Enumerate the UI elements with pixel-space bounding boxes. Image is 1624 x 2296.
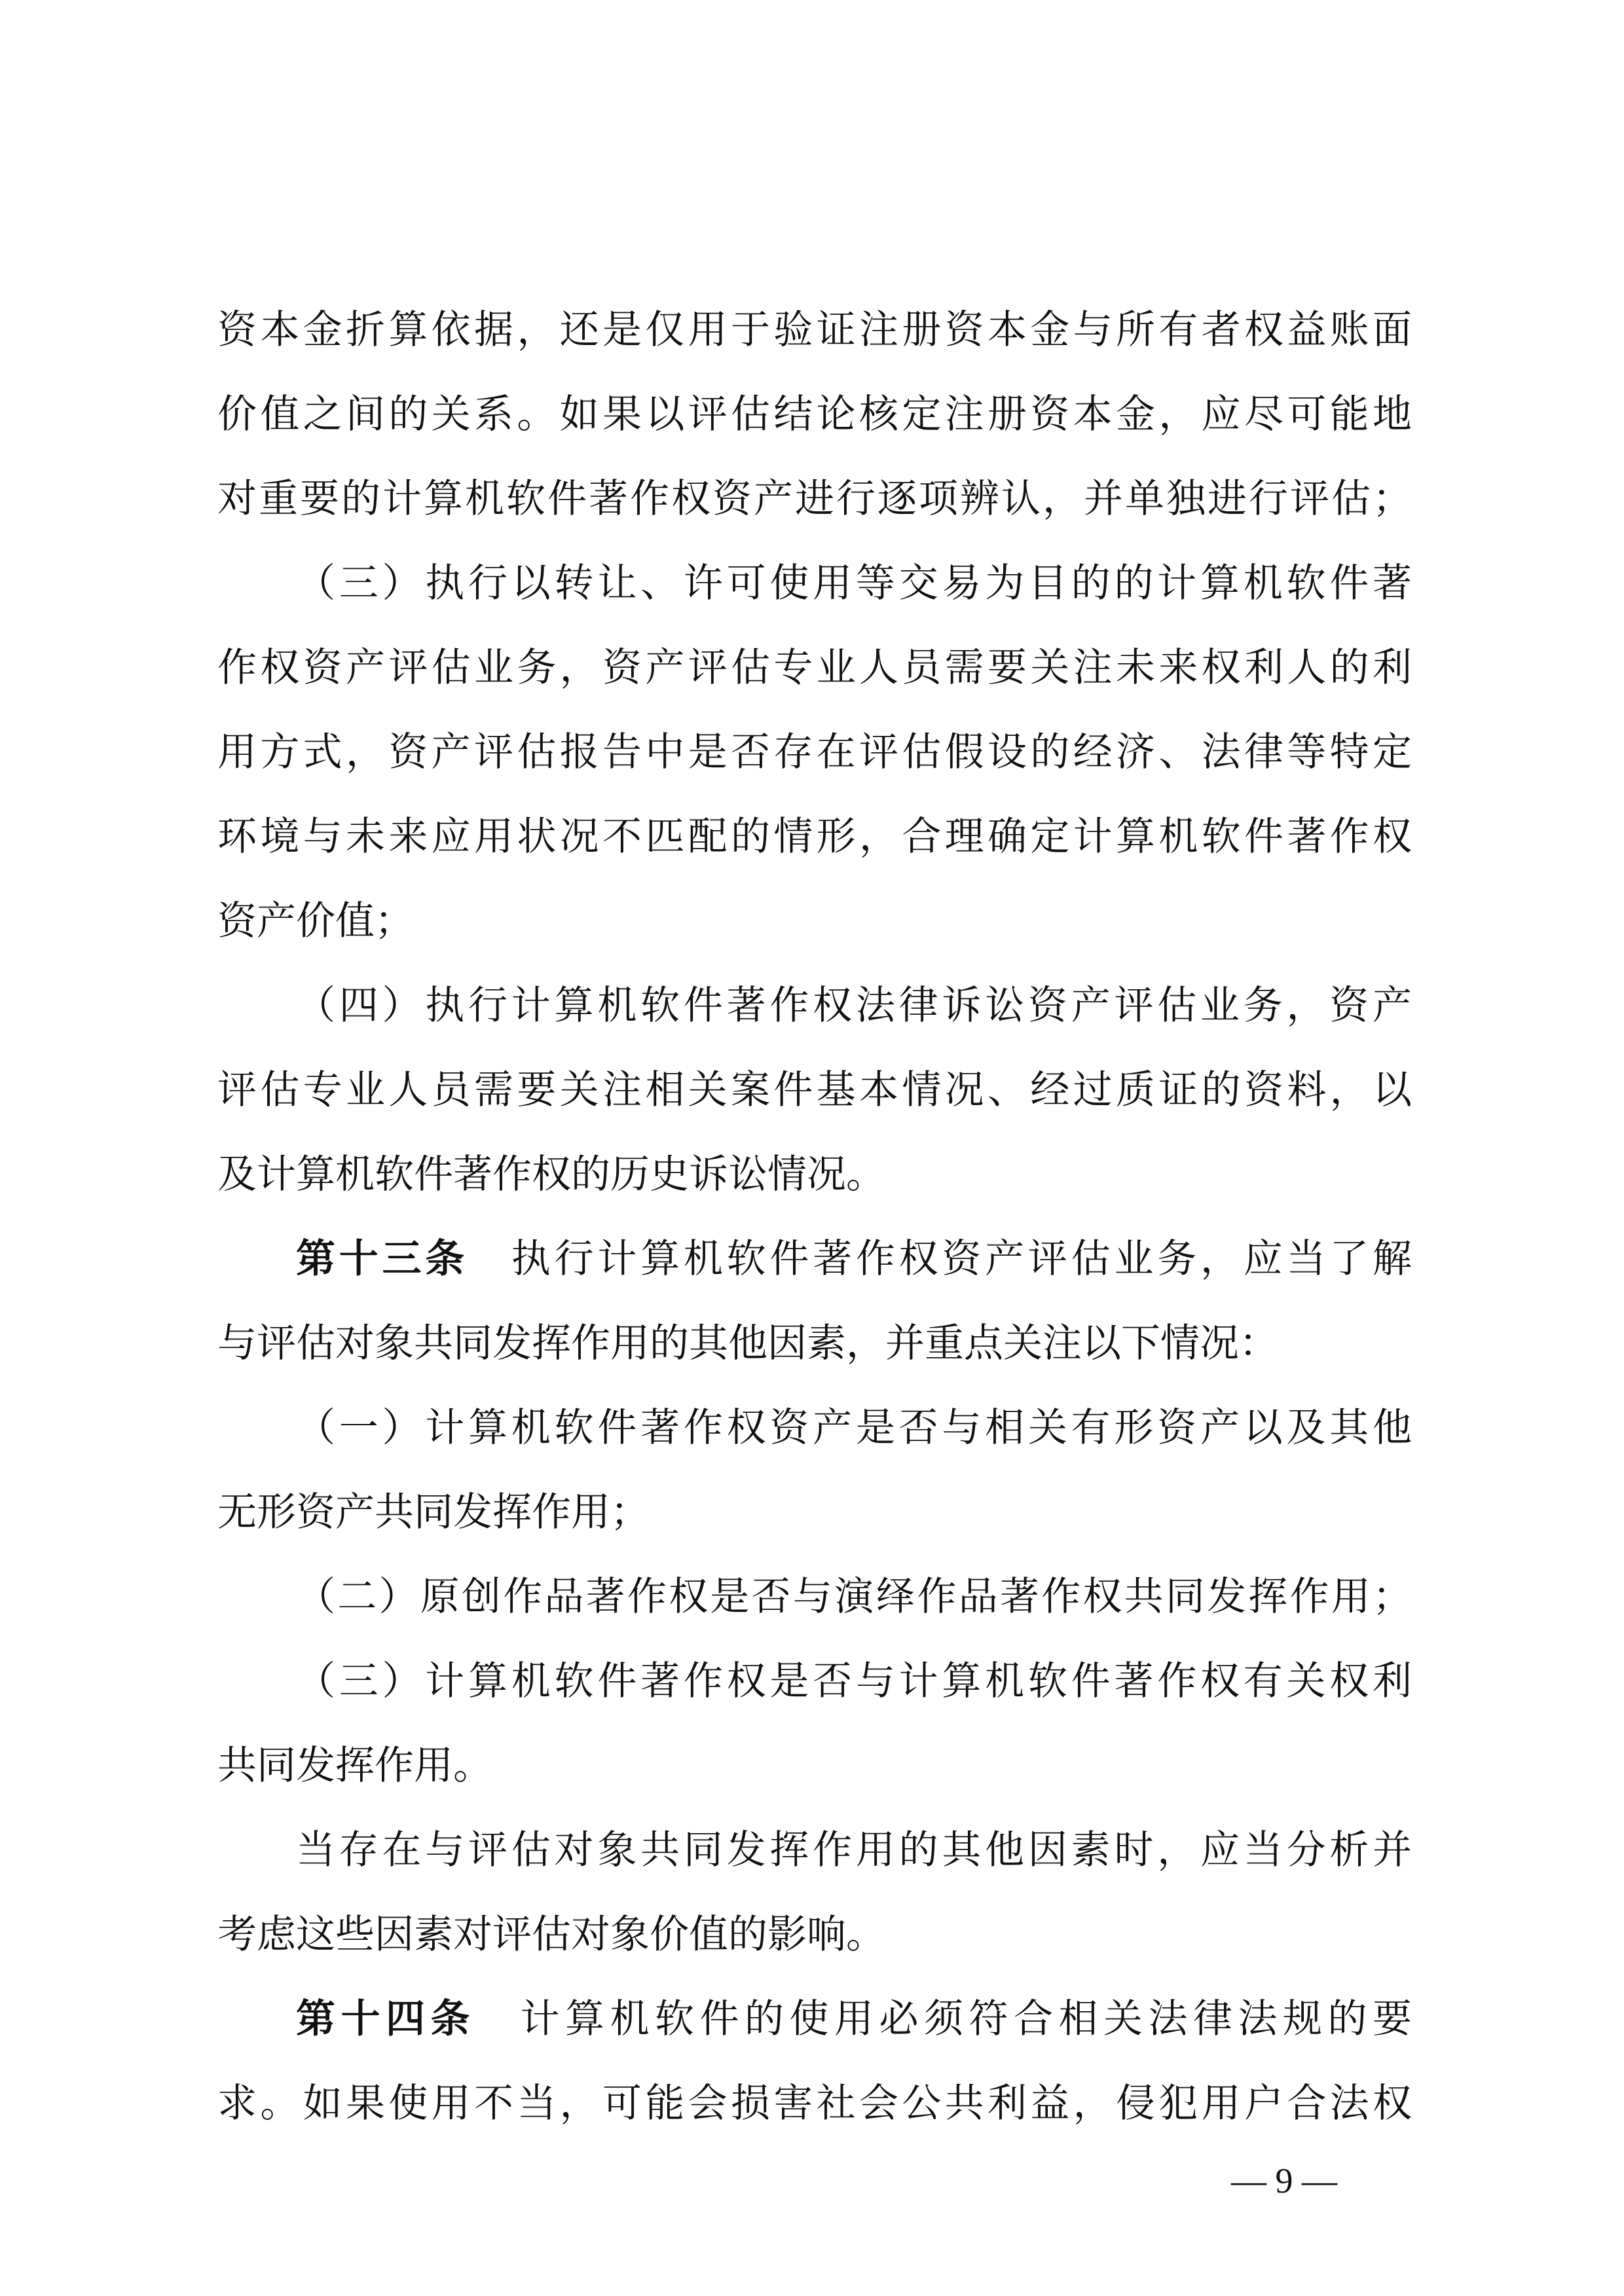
text-line [217,795,1412,879]
text-line [217,1133,1412,1217]
line-text: 价值之间的关系。如果以评估结论核定注册资本金，应尽可能地 [217,392,1412,437]
text-line [217,373,1412,457]
text-line [217,1977,1412,2062]
page-number: — 9 — [1231,2161,1337,2200]
text-line [217,1639,1412,1724]
line-text: 当存在与评估对象共同发挥作用的其他因素时，应当分析并 [296,1827,1412,1873]
line-text: （四）执行计算机软件著作权法律诉讼资产评估业务，资产 [296,983,1412,1029]
line-text: （二）原创作品著作权是否与演绎作品著作权共同发挥作用； [296,1574,1412,1620]
text-line [217,1386,1412,1470]
line-text: 考虑这些因素对评估对象价值的影响。 [217,1912,885,1958]
text-line [217,879,1412,964]
text-line [217,1048,1412,1133]
article-heading: 第十四条 [296,1996,475,2042]
line-text: 作权资产评估业务，资产评估专业人员需要关注未来权利人的利 [217,645,1412,691]
text-line [217,457,1412,541]
text-line [217,1217,1412,1302]
text-line [217,288,1412,373]
text-line [217,710,1412,795]
line-text: 用方式，资产评估报告中是否存在评估假设的经济、法律等特定 [217,729,1412,775]
text-line [217,1470,1412,1555]
article-heading: 第十三条 [296,1236,469,1282]
text-line [217,1555,1412,1639]
line-text: 无形资产共同发挥作用； [217,1489,650,1535]
line-text: （一）计算机软件著作权资产是否与相关有形资产以及其他 [296,1405,1412,1451]
text-line [217,541,1412,626]
line-text: 执行计算机软件著作权资产评估业务，应当了解 [468,1236,1412,1282]
line-text: 评估专业人员需要关注相关案件基本情况、经过质证的资料，以 [217,1067,1412,1113]
line-text: 共同发挥作用。 [217,1743,492,1789]
line-text: 求。如果使用不当，可能会损害社会公共利益，侵犯用户合法权 [217,2081,1412,2126]
line-text: （三）计算机软件著作权是否与计算机软件著作权有关权利 [296,1658,1412,1704]
line-text: （三）执行以转让、许可使用等交易为目的的计算机软件著 [296,560,1412,606]
body-text [217,288,1412,2146]
text-line [217,1724,1412,1808]
text-line [217,626,1412,710]
text-line [217,964,1412,1048]
line-text: 资本金折算依据，还是仅用于验证注册资本金与所有者权益账面 [217,307,1412,353]
line-text: 计算机软件的使用必须符合相关法律法规的要 [475,1996,1412,2042]
line-text: 环境与未来应用状况不匹配的情形，合理确定计算机软件著作权 [217,814,1412,860]
text-line [217,1808,1412,1893]
line-text: 及计算机软件著作权的历史诉讼情况。 [217,1152,885,1197]
text-line [217,2062,1412,2146]
line-text: 对重要的计算机软件著作权资产进行逐项辨认，并单独进行评估； [217,476,1412,522]
line-text: 资产价值； [217,898,414,944]
line-text: 与评估对象共同发挥作用的其他因素，并重点关注以下情况： [217,1321,1278,1366]
text-line [217,1302,1412,1386]
text-line [217,1893,1412,1977]
